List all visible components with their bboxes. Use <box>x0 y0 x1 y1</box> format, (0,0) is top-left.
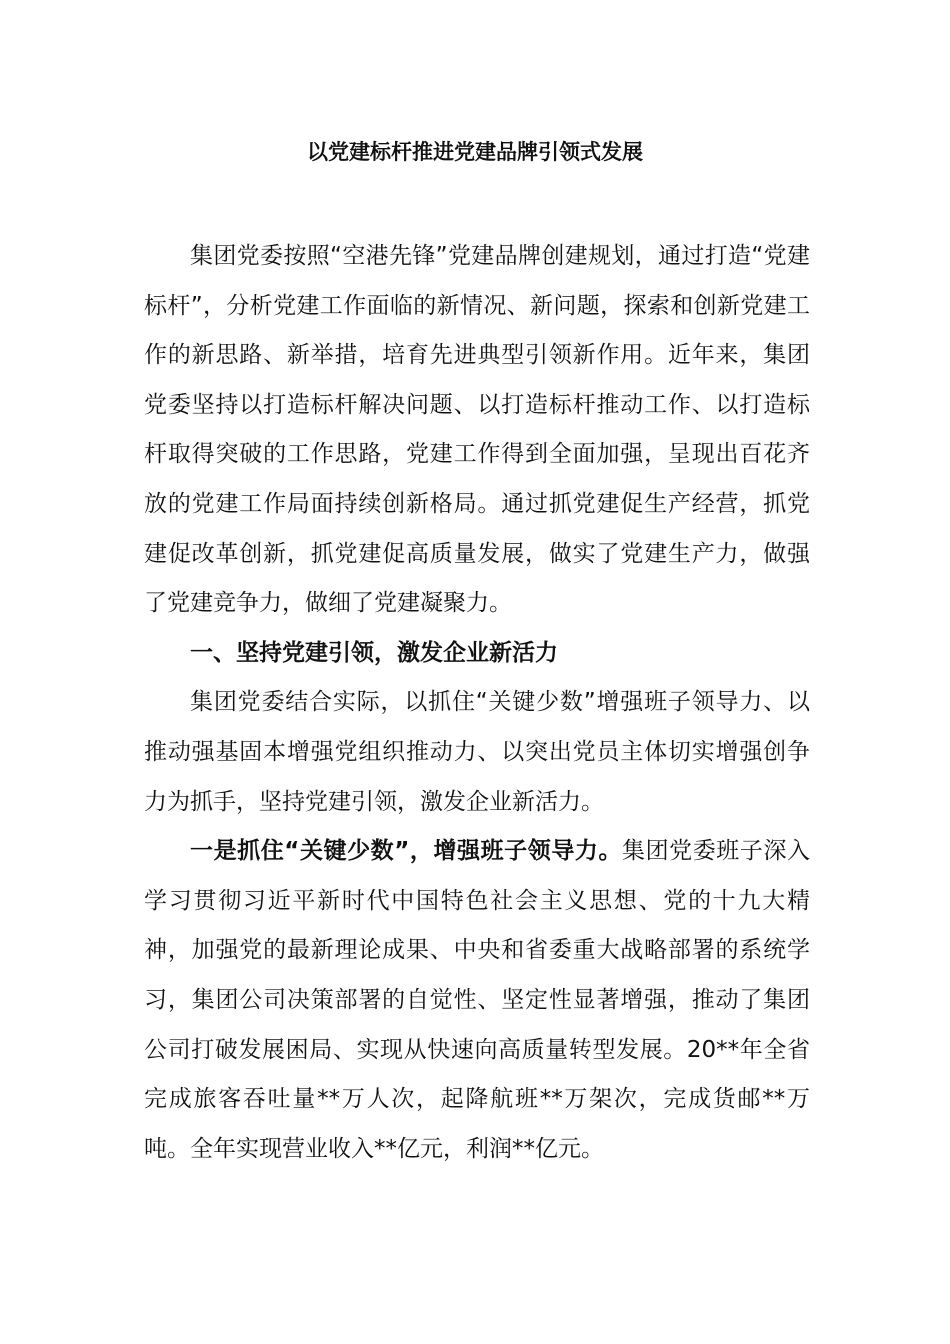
point-text: 集团党委班子深入学习贯彻习近平新时代中国特色社会主义思想、党的十九大精神，加强党的最新理论成果、中央和省委重大战略部署的系统学习，集团公司决策部署的自觉性、坚定性显著增强，推动了集团公司打破发展困局、实现从快速向高质量转型发展。20**年全省完成旅客吞吐量**万人次，起降航班**万架次，完成货邮**万吨。全年实现营业收入**亿元，利润**亿元。 <box>144 838 811 1162</box>
document-body <box>144 232 810 1174</box>
section-heading: 一、坚持党建引领，激发企业新活力 <box>190 639 558 666</box>
point-lead: 一是抓住“关键少数”，增强班子领导力。 <box>190 838 623 865</box>
section-summary-paragraph: 集团党委结合实际，以抓住“关键少数”增强班子领导力、以推动强基固本增强党组织推动力、以突出党员主体切实增强创争力为抓手，坚持党建引领，激发企业新活力。 <box>144 689 810 815</box>
document-title: 以党建标杆推进党建品牌引领式发展 <box>307 140 643 164</box>
point-paragraph <box>144 827 810 1174</box>
intro-paragraph: 集团党委按照“空港先锋”党建品牌创建规划，通过打造“党建标杆”，分析党建工作面临的新情况、新问题，探索和创新党建工作的新思路、新举措，培育先进典型引领新作用。近年来，集团党委坚持以打造标杆解决问题、以打造标杆推动工作、以打造标杆取得突破的工作思路，党建工作得到全面加强，呈现出百花齐放的党建工作局面持续创新格局。通过抓党建促生产经营，抓党建促改革创新，抓党建促高质量发展，做实了党建生产力，做强了党建竞争力，做细了党建凝聚力。 <box>144 243 810 617</box>
